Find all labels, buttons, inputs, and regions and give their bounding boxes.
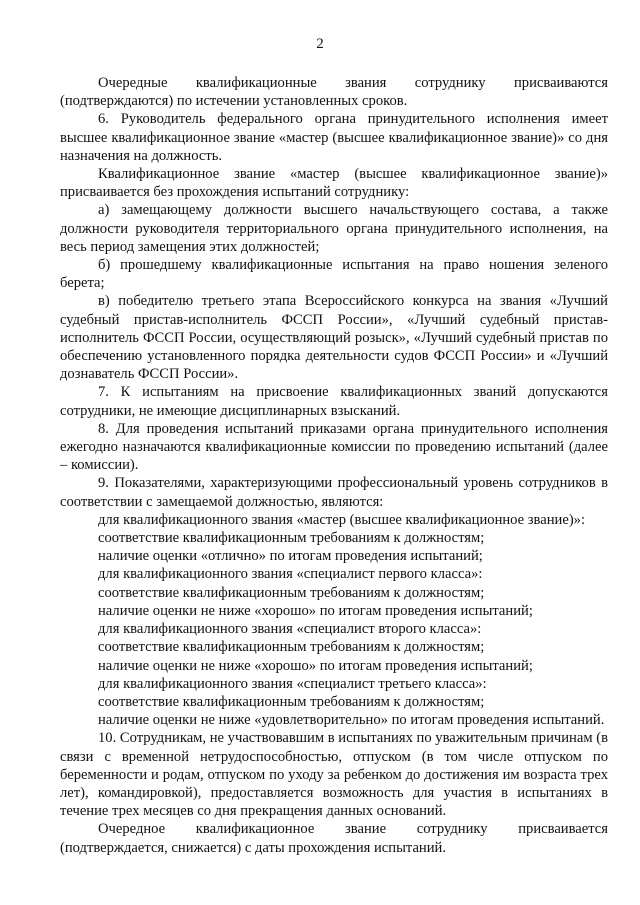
criteria-line: соответствие квалификационным требованиям к должностям;: [98, 584, 485, 601]
criteria-line: наличие оценки не ниже «удовлетворительно» по итогам проведения испытаний.: [98, 712, 605, 729]
paragraph-7: 7. К испытаниям на присвоение квалификационных званий допускаются сотрудники, не имеющие дисциплинарных взысканий.: [60, 384, 608, 419]
criteria-line: соответствие квалификационным требованиям к должностям;: [98, 693, 485, 710]
page-number: 2: [316, 36, 324, 52]
paragraph-9: 9. Показателями, характеризующими профессиональный уровень сотрудников в соответствии с замещаемой должностью, являются:: [60, 475, 608, 510]
criteria-line: наличие оценки не ниже «хорошо» по итогам проведения испытаний;: [98, 657, 533, 674]
list-item-b: б) прошедшему квалификационные испытания на право ношения зеленого берета;: [60, 257, 608, 292]
criteria-second-class-heading: для квалификационного звания «специалист второго класса»:: [98, 621, 482, 638]
paragraph-master-rank: Квалификационное звание «мастер (высшее квалификационное звание)» присваивается без прохождения испытаний сотруднику:: [60, 166, 608, 201]
criteria-master-heading: для квалификационного звания «мастер (высшее квалификационное звание)»:: [98, 511, 586, 528]
document-body: [60, 74, 608, 857]
list-item-a: а) замещающему должности высшего начальствующего состава, а также должности руководителя территориального органа принудительного исполнения, на весь период замещения этих должностей;: [60, 202, 608, 255]
paragraph-10: 10. Сотрудникам, не участвовавшим в испытаниях по уважительным причинам (в связи с временной нетрудоспособностью, отпуском (в том числе отпуском по беременности и родам, отпуском по уходу за ребенком до достижения им возраста трех лет), командировкой), предоставляется возможность для участия в испытаниях в течение трех месяцев со дня прекращения данных оснований.: [60, 730, 608, 820]
criteria-first-class-heading: для квалификационного звания «специалист первого класса»:: [98, 566, 483, 583]
criteria-line: наличие оценки «отлично» по итогам проведения испытаний;: [98, 548, 483, 565]
criteria-line: соответствие квалификационным требованиям к должностям;: [98, 530, 485, 547]
criteria-third-class-heading: для квалификационного звания «специалист третьего класса»:: [98, 675, 487, 692]
paragraph-next-rank-date: Очередное квалификационное звание сотруднику присваивается (подтверждается, снижается) с даты прохождения испытаний.: [60, 821, 608, 856]
criteria-line: наличие оценки не ниже «хорошо» по итогам проведения испытаний;: [98, 602, 533, 619]
paragraph-8: 8. Для проведения испытаний приказами органа принудительного исполнения ежегодно назначаются квалификационные комиссии по проведению испытаний (далее – комиссии).: [60, 420, 608, 474]
paragraph-next-rank: Очередные квалификационные звания сотруднику присваиваются (подтверждаются) по истечении установленных сроков.: [60, 75, 608, 110]
list-item-v: в) победителю третьего этапа Всероссийского конкурса на звания «Лучший судебный пристав-исполнитель ФССП России», «Лучший судебный пристав-исполнитель ФССП России, осуществляющий розыск», «Лучший судебный пристав по обеспечению установленного порядка деятельности судов ФССП России» и «Лучший дознаватель ФССП России».: [60, 293, 608, 383]
criteria-line: соответствие квалификационным требованиям к должностям;: [98, 639, 485, 656]
paragraph-6: 6. Руководитель федерального органа принудительного исполнения имеет высшее квалификационное звание «мастер (высшее квалификационное звание)» со дня назначения на должность.: [60, 111, 608, 164]
